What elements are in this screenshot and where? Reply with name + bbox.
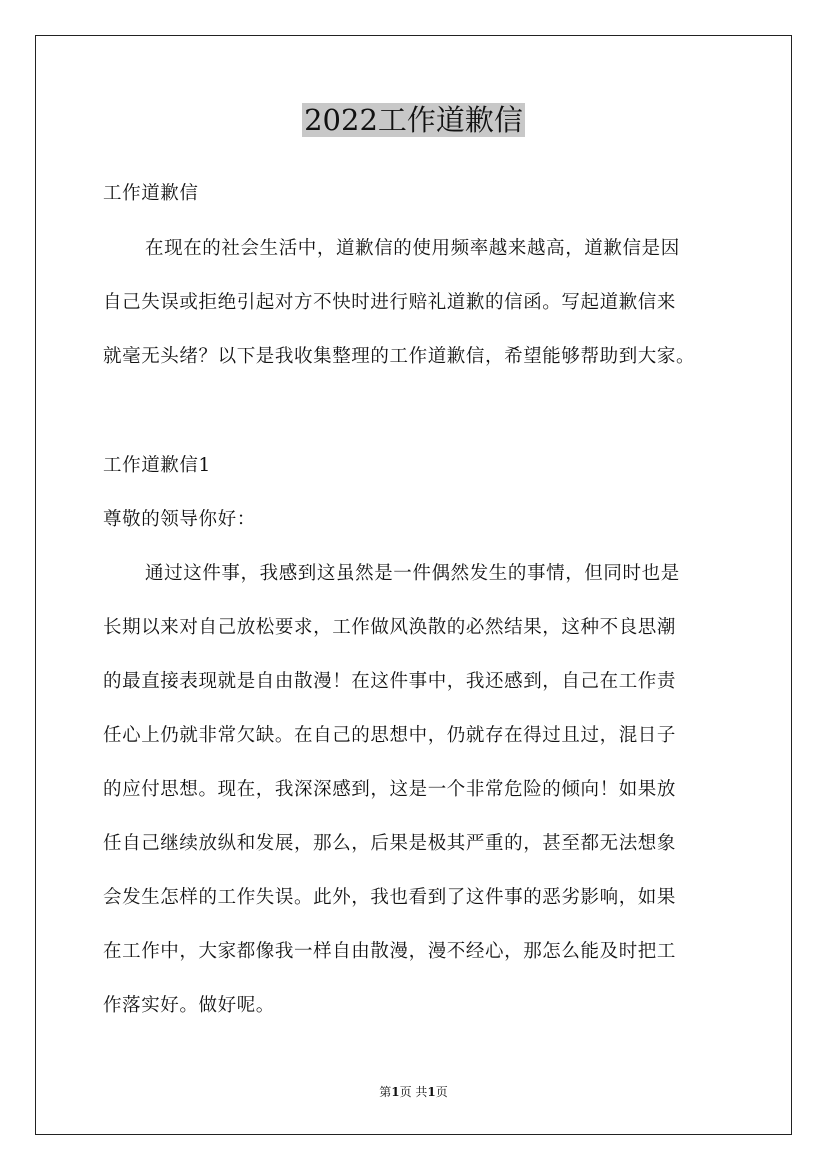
section-heading: 工作道歉信1 [103, 455, 211, 476]
document-subtitle: 工作道歉信 [103, 183, 199, 204]
footer-current-page: 1 [391, 1085, 400, 1099]
intro-line: 就毫无头绪？以下是我收集整理的工作道歉信，希望能够帮助到大家。 [103, 346, 696, 367]
footer-prefix: 第 [379, 1085, 392, 1099]
intro-line: 自己失误或拒绝引起对方不快时进行赔礼道歉的信函。写起道歉信来 [103, 292, 677, 313]
body-line: 的最直接表现就是自由散漫！在这件事中，我还感到，自己在工作责 [103, 671, 677, 692]
body-line: 任自己继续放纵和发展，那么，后果是极其严重的，甚至都无法想象 [103, 833, 677, 854]
page-footer [0, 1084, 827, 1100]
body-line: 在工作中，大家都像我一样自由散漫，漫不经心，那怎么能及时把工 [103, 941, 677, 962]
body-line: 长期以来对自己放松要求，工作做风涣散的必然结果，这种不良思潮 [103, 617, 677, 638]
document-title [0, 100, 827, 140]
body-line: 作落实好。做好呢。 [103, 995, 275, 1016]
footer-total-pages: 1 [427, 1085, 436, 1099]
footer-mid: 页 共 [399, 1085, 428, 1099]
document-title-text: 2022工作道歉信 [304, 103, 523, 137]
intro-line: 在现在的社会生活中，道歉信的使用频率越来越高，道歉信是因 [145, 238, 680, 259]
body-line: 的应付思想。现在，我深深感到，这是一个非常危险的倾向！如果放 [103, 779, 677, 800]
salutation: 尊敬的领导你好： [103, 509, 256, 530]
body-line: 会发生怎样的工作失误。此外，我也看到了这件事的恶劣影响，如果 [103, 887, 677, 908]
footer-suffix: 页 [435, 1085, 448, 1099]
body-line: 任心上仍就非常欠缺。在自己的思想中，仍就存在得过且过，混日子 [103, 725, 677, 746]
body-line: 通过这件事，我感到这虽然是一件偶然发生的事情，但同时也是 [145, 563, 680, 584]
